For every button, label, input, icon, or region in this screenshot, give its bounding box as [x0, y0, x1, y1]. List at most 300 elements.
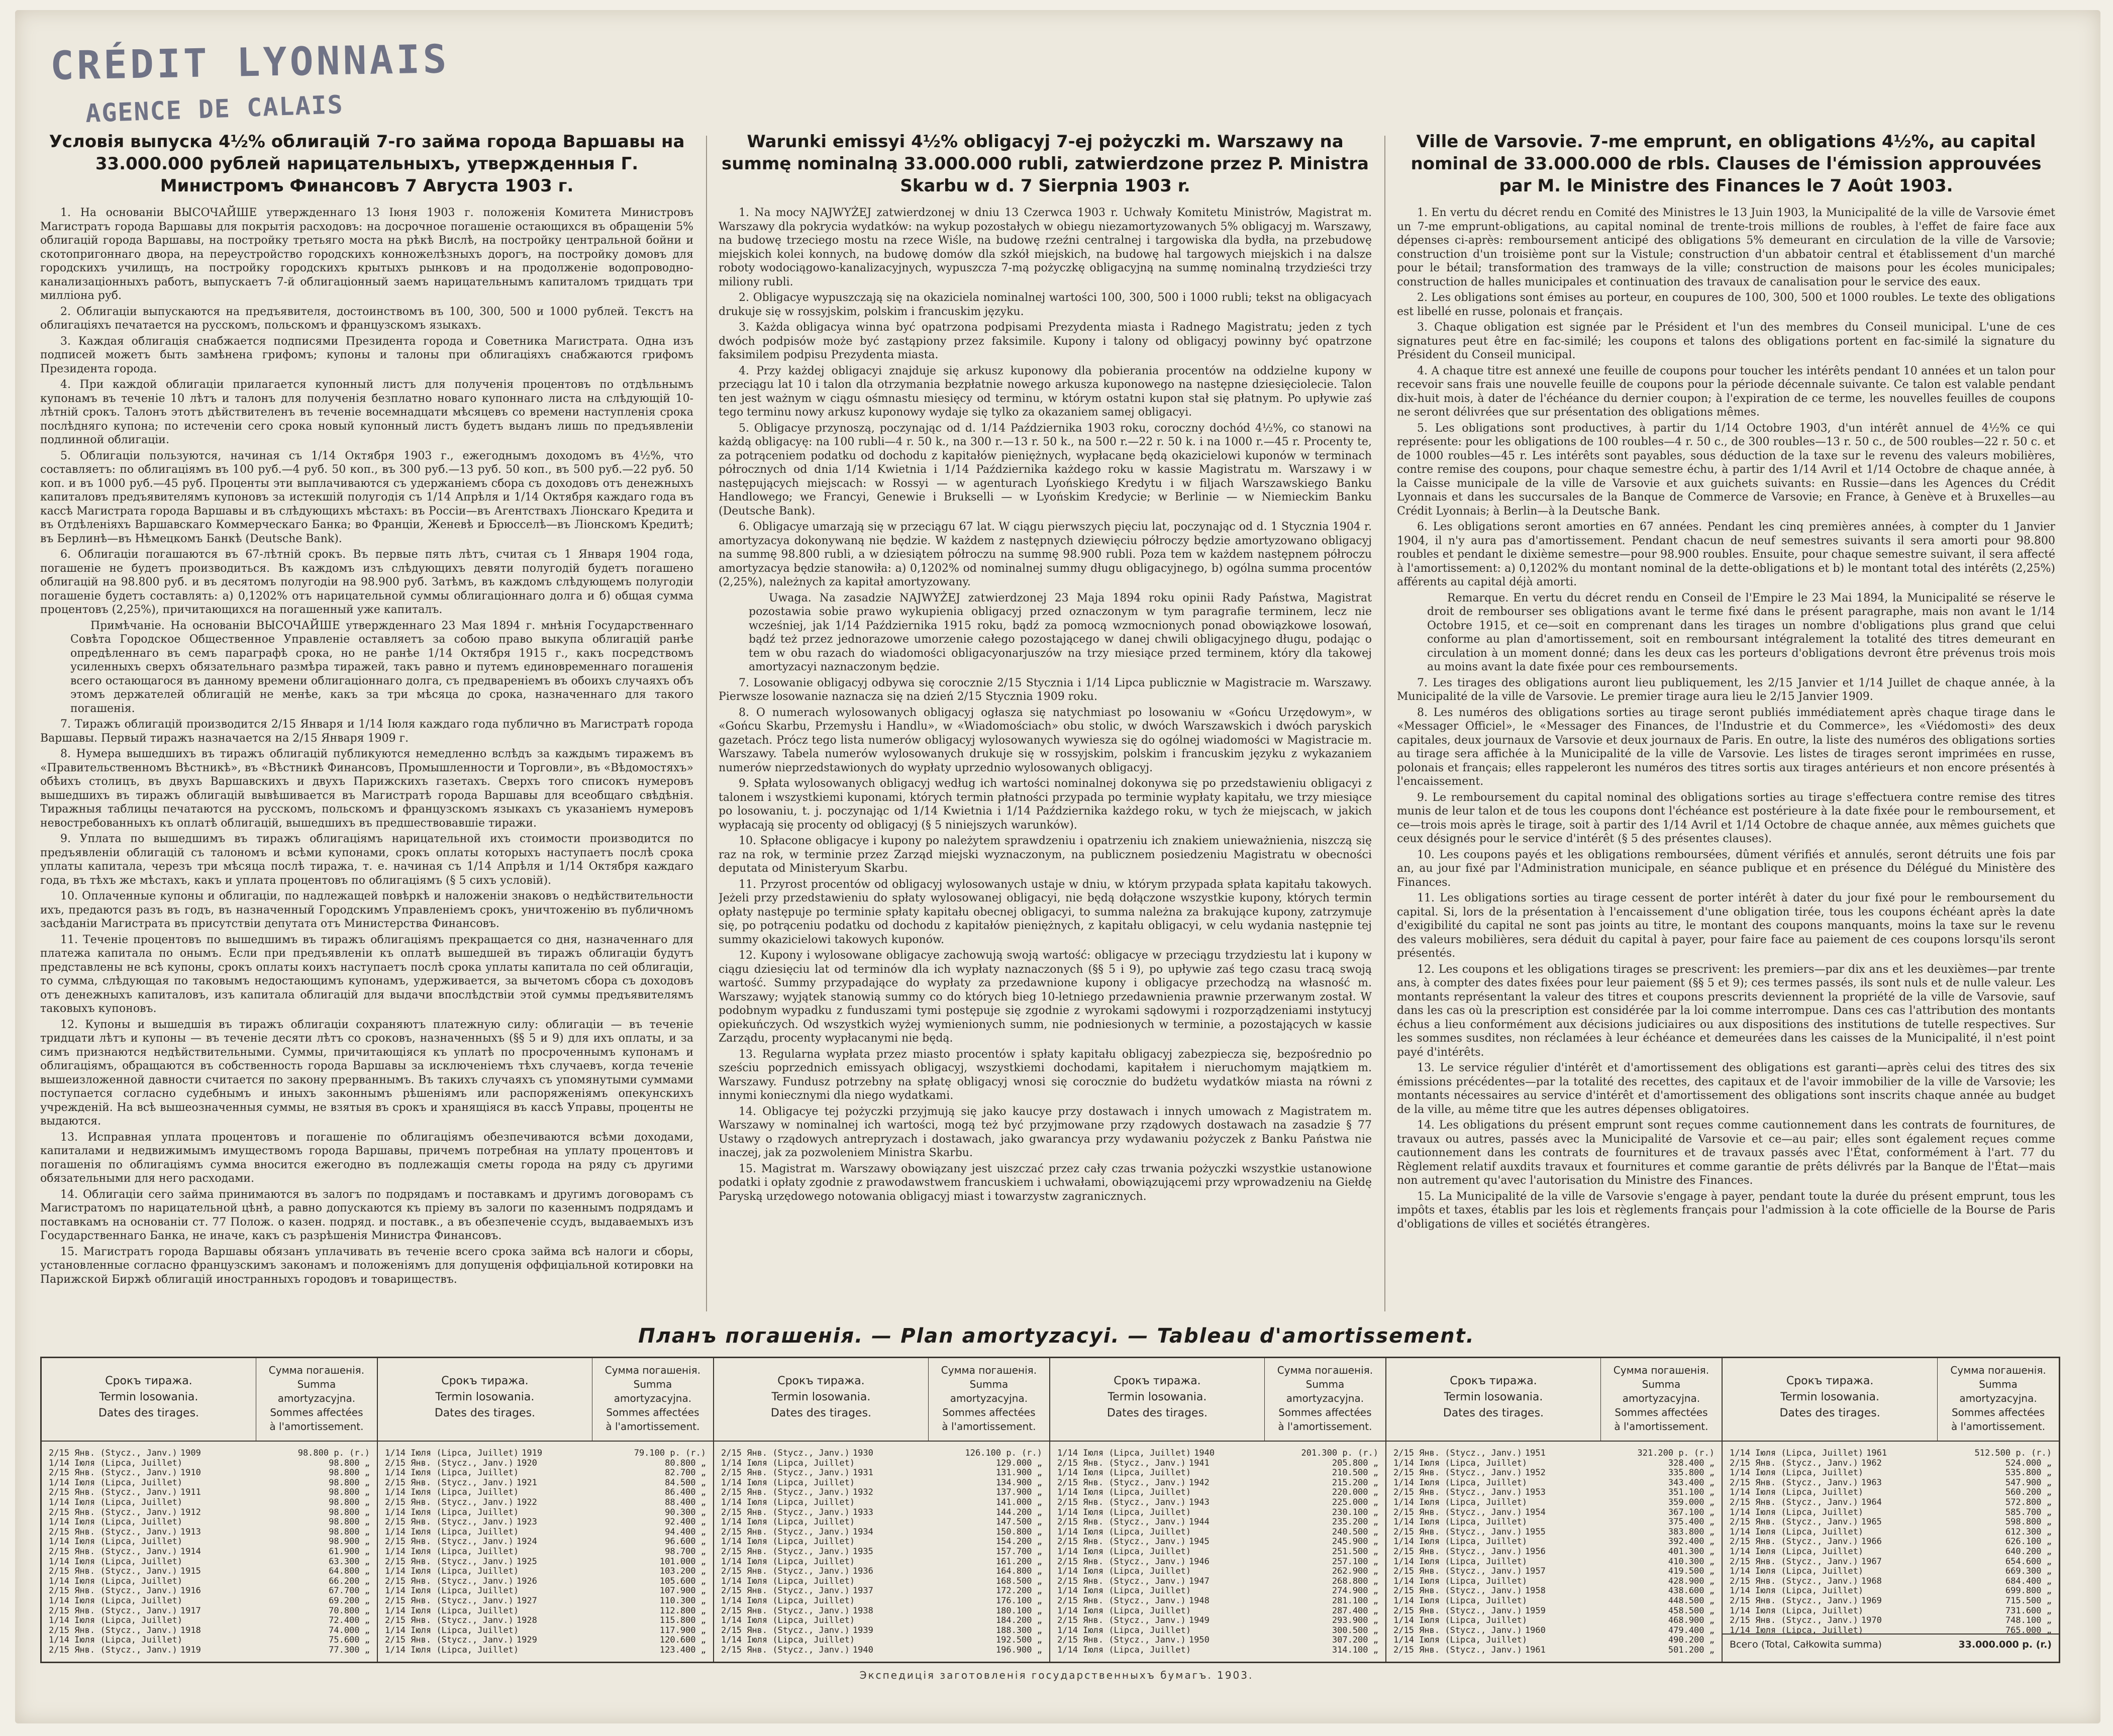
- draw-date: [1393, 1517, 1530, 1527]
- amortization-sum: 335.800 „: [1668, 1468, 1715, 1478]
- draw-year: 1950: [1188, 1635, 1210, 1646]
- draw-date: [385, 1517, 537, 1527]
- amortization-row: [42, 1517, 377, 1527]
- amortization-row: [1050, 1626, 1385, 1636]
- amortization-row: [1050, 1557, 1385, 1567]
- draw-year: 1947: [1188, 1576, 1210, 1586]
- amortization-sum: 110.300 „: [659, 1595, 706, 1606]
- terms-paragraph: 7. Losowanie obligacyj odbywa się corocznie 2/15 Stycznia i 1/14 Lipca publicznie w Magistracie m. Warszawy. Pierwsze losowanie naznacza się na dzień 2/15 Stycznia 1909 roku.: [719, 676, 1372, 703]
- amortization-sum: 572.800 „: [2005, 1497, 2052, 1507]
- amortization-row: [1723, 1577, 2059, 1587]
- header-line: à l'amortissement.: [1951, 1420, 2046, 1433]
- draw-year: 1961: [1525, 1645, 1546, 1655]
- draw-year: 1969: [1861, 1595, 1882, 1606]
- terms-paragraph: 9. Уплата по вышедшимъ въ тиражъ облигаціямъ нарицательной ихъ стоимости производится по предъявленіи облигацій съ талономъ и всѣми купонами, срокъ оплаты которыхъ наступаетъ послѣ срока уплаты капитала, черезъ три мѣсяца послѣ тиража, т. е. начиная съ 1/14 Апрѣля и 1/14 Октября каждаго года, въ тѣхъ же мѣстахъ, какъ и уплата процентовъ по облигаціямъ (§ 5 сихъ условій).: [40, 833, 693, 887]
- amortization-row: [378, 1577, 713, 1587]
- draw-date-label: 1/14 Іюля (Lipca, Juillet): [49, 1615, 183, 1626]
- draw-year: 1968: [1861, 1576, 1882, 1586]
- draw-date-label: 1/14 Іюля (Lipca, Juillet): [721, 1556, 855, 1567]
- draw-date-label: 1/14 Іюля (Lipca, Juillet): [1730, 1448, 1864, 1458]
- draw-date: [49, 1537, 185, 1547]
- draw-year: 1945: [1188, 1537, 1210, 1547]
- amortization-row: [1723, 1616, 2059, 1626]
- amortization-sum: 699.800 „: [2005, 1586, 2052, 1596]
- amortization-row: [1050, 1596, 1385, 1606]
- draw-date-label: 2/15 Янв. (Stycz., Janv.): [721, 1546, 850, 1557]
- amortization-row: [378, 1517, 713, 1527]
- draw-date-label: 2/15 Янв. (Stycz., Janv.): [1393, 1507, 1522, 1517]
- draw-date: [1393, 1508, 1546, 1518]
- draw-year: 1927: [516, 1595, 537, 1606]
- draw-date-label: 2/15 Янв. (Stycz., Janv.): [1393, 1448, 1522, 1458]
- draw-date: [721, 1449, 873, 1459]
- amortization-row: [378, 1646, 713, 1656]
- draw-date: [385, 1586, 522, 1596]
- draw-date-label: 2/15 Янв. (Stycz., Janv.): [1393, 1487, 1522, 1498]
- russian-terms-title: Условія выпуска 4½% облигацій 7-го займа города Варшавы на 33.000.000 рублей нарицательныхъ, утвержденныя Г. Министромъ Финансовъ 7 Августа 1903 г.: [49, 132, 685, 196]
- draw-year: 1956: [1525, 1546, 1546, 1557]
- amortization-row: [714, 1596, 1049, 1606]
- amortization-sum: 392.400 „: [1668, 1537, 1715, 1547]
- draw-year: 1941: [1188, 1458, 1210, 1468]
- header-line: Dates des tirages.: [1443, 1407, 1544, 1419]
- draw-date: [385, 1577, 537, 1587]
- amortization-sum: 585.700 „: [2005, 1507, 2052, 1517]
- amortization-title: Планъ погашенія. — Plan amortyzacyi. — Tableau d'amortissement.: [638, 1324, 1475, 1348]
- draw-date: [721, 1488, 873, 1498]
- draw-year: 1933: [852, 1507, 873, 1517]
- amortization-row: [1050, 1508, 1385, 1518]
- draw-date: [721, 1616, 858, 1626]
- amortization-row: [1723, 1508, 2059, 1518]
- amortization-sum: 512.500 р. (r.): [1974, 1448, 2052, 1458]
- terms-paragraph: 9. Le remboursement du capital nominal des obligations sorties au tirage s'effectuera contre remise des titres munis de leur talon et de tous les coupons dont l'échéance est postérieure à la date fixée pour le remboursement, et ce—trois mois après le tirage, soit à partir des 1/14 Avril et 1/14 Octobre de chaque année, aux mêmes guichets que ceux désignés pour le service d'intérêt (§ 5 des présentes clauses).: [1397, 791, 2055, 845]
- amortization-sum: 748.100 „: [2005, 1615, 2052, 1626]
- draw-year: 1924: [516, 1537, 537, 1547]
- draw-date-label: 2/15 Янв. (Stycz., Janv.): [1393, 1526, 1522, 1537]
- draw-date-label: 1/14 Іюля (Lipca, Juillet): [49, 1458, 183, 1468]
- draw-date: [1057, 1517, 1210, 1527]
- amortization-sum: 103.200 „: [659, 1566, 706, 1577]
- sum-column-header: [929, 1358, 1049, 1446]
- amortization-sum: 560.200 „: [2005, 1487, 2052, 1498]
- amortization-sum: 98.700 „: [665, 1546, 706, 1557]
- sum-column-header: [592, 1358, 713, 1446]
- amortization-sum: 67.700 „: [329, 1586, 370, 1596]
- header-line: Sommes affectées: [1951, 1406, 2045, 1418]
- draw-year: 1915: [180, 1566, 201, 1577]
- amortization-sum: 293.900 „: [1332, 1615, 1378, 1626]
- header-line: Termin losowania.: [1108, 1391, 1207, 1403]
- amortization-row: [42, 1527, 377, 1538]
- draw-date: [49, 1488, 201, 1498]
- amortization-sum: 117.900 „: [659, 1625, 706, 1636]
- amortization-row: [378, 1468, 713, 1478]
- draw-date: [1730, 1498, 1882, 1508]
- draw-date: [1393, 1468, 1546, 1478]
- amortization-sum: 343.400 „: [1668, 1477, 1715, 1488]
- draw-date: [1057, 1577, 1210, 1587]
- draw-date-label: 1/14 Іюля (Lipca, Juillet): [385, 1566, 519, 1577]
- amortization-sum: 107.900 „: [659, 1586, 706, 1596]
- header-line: Sommes affectées: [1278, 1406, 1372, 1418]
- header-line: amortyzacyjna.: [277, 1392, 356, 1404]
- amortization-sum: 98.800 р. (r.): [297, 1448, 370, 1458]
- draw-date: [1393, 1547, 1546, 1557]
- draw-date-label: 2/15 Янв. (Stycz., Janv.): [1057, 1595, 1186, 1606]
- draw-date-label: 1/14 Іюля (Lipca, Juillet): [385, 1645, 519, 1655]
- draw-date: [721, 1567, 873, 1577]
- amortization-row: [714, 1449, 1049, 1459]
- draw-date: [1730, 1527, 1866, 1538]
- amortization-row: [1386, 1586, 1722, 1596]
- amortization-sum: 274.900 „: [1332, 1586, 1378, 1596]
- terms-paragraph: 1. На основаніи ВЫСОЧАЙШЕ утвержденнаго 13 Іюня 1903 г. положенія Комитета Министровъ Магистратъ города Варшавы для покрытія расходовъ: на досрочное погашеніе остающихся въ обращеніи 5% облигацій города Варшавы, на постройку третьяго моста на рѣкѣ Вислѣ, на постройку центральной бойни и скотопригоннаго двора, на переустройство городскихъ конножелѣзныхъ дорогъ, на постройку домовъ для городскихъ училищъ, на постройку городскихъ крытыхъ рынковъ и на продолженіе водопроводно-канализаціонныхъ работъ, выпускаетъ 7-й облигаціонный заемъ нарицательнымъ капиталомъ тридцать три милліона руб.: [40, 207, 693, 302]
- amortization-row: [1723, 1537, 2059, 1547]
- terms-paragraph: 4. При каждой облигаціи прилагается купонный листъ для полученія процентовъ по отдѣльнымъ купонамъ въ теченіе 10 лѣтъ и талонъ для полученія безплатно новаго купоннаго листа на слѣдующій 10-лѣтній срокъ. Талонъ этотъ дѣйствителенъ въ теченіе восемнадцати мѣсяцевъ со времени наступленія срока послѣдняго купона; по истеченіи сего срока новый купонный листъ будетъ выданъ лишь по предъявленіи подлинной облигаціи.: [40, 378, 693, 446]
- amortization-sum: 535.800 „: [2005, 1468, 2052, 1478]
- amortization-sum: 715.500 „: [2005, 1595, 2052, 1606]
- draw-date-label: 2/15 Янв. (Stycz., Janv.): [721, 1586, 850, 1596]
- amortization-row: [378, 1459, 713, 1469]
- terms-paragraph: 6. Obligacye umarzają się w przeciągu 67 lat. W ciągu pierwszych pięciu lat, poczynając od d. 1 Stycznia 1904 r. amortyzacya dokonywaną nie będzie. W każdem z następnych dziewięciu półroczy będzie amortyzowano obligacyj na summę 98.800 rubli, a w dziesiątem półroczu na summę 98.900 rubli. Poza tem w każdem następnem półroczu amortyzacya będzie stanowiła: a) 0,1202% od nominalnej summy długu obligacyjnego, b) ogólna summa procentów (2,25%), należnych za kapitał amortyzowany.: [719, 521, 1372, 588]
- draw-date: [49, 1557, 185, 1567]
- amortization-row: [378, 1596, 713, 1606]
- draw-date-label: 1/14 Іюля (Lipca, Juillet): [1393, 1477, 1528, 1488]
- amortization-block: [378, 1358, 714, 1662]
- draw-year: 1936: [852, 1566, 873, 1577]
- draw-date: [1730, 1586, 1866, 1596]
- amortization-sum: 626.100 „: [2005, 1537, 2052, 1547]
- amortization-header: [42, 1358, 377, 1442]
- draw-date-label: 1/14 Іюля (Lipca, Juillet): [1393, 1537, 1528, 1547]
- amortization-sum: 154.200 „: [995, 1537, 1042, 1547]
- french-terms-body: [1397, 206, 2055, 1231]
- draw-date: [721, 1596, 858, 1606]
- amortization-sum: 468.900 „: [1668, 1615, 1715, 1626]
- header-line: Termin losowania.: [99, 1391, 198, 1403]
- draw-date: [385, 1478, 537, 1488]
- amortization-block: [1386, 1358, 1723, 1662]
- header-line: à l'amortissement.: [1614, 1420, 1708, 1433]
- draw-date: [49, 1527, 201, 1538]
- header-line: Сумма погашенія.: [1950, 1364, 2046, 1376]
- amortization-sum: 524.000 „: [2005, 1458, 2052, 1468]
- amortization-sum: 75.600 „: [329, 1635, 370, 1646]
- draw-date-label: 2/15 Янв. (Stycz., Janv.): [721, 1566, 850, 1577]
- draw-date-label: 1/14 Іюля (Lipca, Juillet): [721, 1497, 855, 1507]
- draw-date: [1730, 1577, 1882, 1587]
- draw-date: [49, 1508, 201, 1518]
- amortization-sum: 172.200 „: [995, 1586, 1042, 1596]
- amortization-sum: 69.200 „: [329, 1595, 370, 1606]
- terms-paragraph: 7. Les tirages des obligations auront lieu publiquement, les 2/15 Janvier et 1/14 Juillet de chaque année, à la Municipalité de la ville de Varsovie. Le premier tirage aura lieu le 2/15 Janvier 1909.: [1397, 676, 2055, 703]
- draw-date: [49, 1577, 185, 1587]
- draw-date: [1730, 1449, 1887, 1459]
- draw-date: [1057, 1646, 1194, 1656]
- amortization-sum: 410.300 „: [1668, 1556, 1715, 1567]
- draw-date-label: 2/15 Янв. (Stycz., Janv.): [1730, 1576, 1858, 1586]
- amortization-row: [1723, 1527, 2059, 1538]
- terms-paragraph: 3. Każda obligacya winna być opatrzona podpisami Prezydenta miasta i Radnego Magistratu; jeden z tych dwóch podpisów może być zastąpiony przez faksimile. Kupony i talony od obligacyj powinny być opatrzone faksimilem podpisu Prezydenta miasta.: [719, 321, 1372, 361]
- draw-date: [49, 1586, 201, 1596]
- draw-date: [1393, 1616, 1530, 1626]
- draw-date-label: 2/15 Янв. (Stycz., Janv.): [49, 1526, 177, 1537]
- draw-date-label: 1/14 Іюля (Lipca, Juillet): [1057, 1566, 1191, 1577]
- draw-date: [721, 1606, 873, 1616]
- draw-year: 1919: [522, 1448, 543, 1458]
- header-line: Срокъ тиража.: [105, 1375, 192, 1387]
- draw-date-label: 2/15 Янв. (Stycz., Janv.): [385, 1458, 514, 1468]
- draw-date: [1057, 1547, 1194, 1557]
- draw-year: 1920: [516, 1458, 537, 1468]
- amortization-sum: 281.100 „: [1332, 1595, 1378, 1606]
- amortization-sum: 98.900 „: [329, 1537, 370, 1547]
- draw-date-label: 1/14 Іюля (Lipca, Juillet): [1057, 1586, 1191, 1596]
- amortization-row: [1386, 1547, 1722, 1557]
- draw-date-label: 1/14 Іюля (Lipca, Juillet): [1730, 1586, 1864, 1596]
- terms-paragraph: 14. Les obligations du présent emprunt sont reçues comme cautionnement dans les contrats de fournitures, de travaux ou autres, passés avec la Municipalité de Varsovie et ce—au pair; elles sont également reçues comme cautionnement dans les contrats de fournitures et de travaux passés avec l'État, conformément à l'art. 77 du Règlement relatif auxdits travaux et fournitures et comme garantie de prêts délivrés par la Banque de l'État—mais non autrement qu'avec l'autorisation du Ministre des Finances.: [1397, 1119, 2055, 1187]
- draw-date-label: 1/14 Іюля (Lipca, Juillet): [385, 1625, 519, 1636]
- amortization-sum: 669.300 „: [2005, 1566, 2052, 1577]
- amortization-sum: 123.400 „: [659, 1645, 706, 1655]
- draw-date: [49, 1459, 185, 1469]
- draw-date-label: 2/15 Янв. (Stycz., Janv.): [49, 1507, 177, 1517]
- amortization-sum: 240.500 „: [1332, 1526, 1378, 1537]
- draw-date-label: 1/14 Іюля (Lipca, Juillet): [721, 1615, 855, 1626]
- draw-year: 1965: [1861, 1517, 1882, 1527]
- terms-paragraph: Uwaga. Na zasadzie NAJWYŻEJ zatwierdzonej 23 Maja 1894 roku opinii Rady Państwa, Magistrat pozostawia sobie prawo wykupienia obligacyj przed oznaczonym w tym paragrafie terminem, lecz nie wcześniej, jak 1/14 Października 1915 roku, bądź za pomocą wzmocnionych ponad obowiązkowe losowań, bądź też przez jednorazowe umorzenie całego pozostającego w danej chwili obligacyjnego długu, podając o tem w obu razach do wiadomości obligacyonarjuszów na trzy miesiące przed terminem, który dla takowej amortyzacyi naznaczonym będzie.: [749, 591, 1372, 673]
- draw-date: [1730, 1606, 1866, 1616]
- draw-year: 1967: [1861, 1556, 1882, 1567]
- header-line: Срокъ тиража.: [1114, 1375, 1201, 1387]
- amortization-row: [1050, 1449, 1385, 1459]
- draw-date: [1730, 1596, 1882, 1606]
- draw-date-label: 2/15 Янв. (Stycz., Janv.): [1730, 1458, 1858, 1468]
- amortization-sum: 98.800 „: [329, 1468, 370, 1478]
- amortization-row: [378, 1567, 713, 1577]
- draw-date: [1730, 1478, 1882, 1488]
- draw-date-label: 2/15 Янв. (Stycz., Janv.): [1057, 1556, 1186, 1567]
- draw-date: [721, 1586, 873, 1596]
- header-line: à l'amortissement.: [269, 1420, 364, 1433]
- draw-date: [1057, 1478, 1210, 1488]
- amortization-row: [378, 1478, 713, 1488]
- amortization-row: [1050, 1636, 1385, 1646]
- terms-paragraph: 8. O numerach wylosowanych obligacyj ogłasza się natychmiast po losowaniu w «Gońcu Urzędowym», w «Gońcu Skarbu, Przemysłu i Handlu», w «Wiadomościach» obu stolic, w dwóch Warszawskich i dwóch paryskich gazetach. Prócz tego lista numerów obligacyj wylosowanych wywiesza się do ogólnej wiadomości w Magistracie m. Warszawy. Tabela numerów wylosowanych drukuje się w rossyjskim, polskim i francuskim języku z wykazaniem numerów nieprzedstawionych do wypłaty uprzednio wylosowanych obligacyj.: [719, 706, 1372, 774]
- amortization-sum: 684.400 „: [2005, 1576, 2052, 1586]
- draw-date-label: 2/15 Янв. (Stycz., Janv.): [721, 1487, 850, 1498]
- amortization-sum: 490.200 „: [1668, 1635, 1715, 1646]
- amortization-sum: 765.000 „: [2005, 1625, 2052, 1636]
- amortization-row: [1386, 1537, 1722, 1547]
- draw-date: [1057, 1449, 1215, 1459]
- draw-date-label: 2/15 Янв. (Stycz., Janv.): [1057, 1477, 1186, 1488]
- header-line: Срокъ тиража.: [1786, 1375, 1874, 1387]
- header-line: Dates des tirages.: [770, 1407, 872, 1419]
- draw-date-label: 2/15 Янв. (Stycz., Janv.): [385, 1556, 514, 1567]
- amortization-sum: 598.800 „: [2005, 1517, 2052, 1527]
- draw-date: [1393, 1606, 1546, 1616]
- amortization-row: [378, 1537, 713, 1547]
- draw-date-label: 1/14 Іюля (Lipca, Juillet): [49, 1556, 183, 1567]
- amortization-row: [1386, 1488, 1722, 1498]
- header-line: Summa: [1305, 1378, 1345, 1390]
- draw-date-label: 2/15 Янв. (Stycz., Janv.): [1393, 1586, 1522, 1596]
- date-column-header: [714, 1358, 929, 1441]
- draw-year: 1909: [180, 1448, 201, 1458]
- amortization-row: [1050, 1537, 1385, 1547]
- amortization-row: [378, 1508, 713, 1518]
- amortization-sum: 157.700 „: [995, 1546, 1042, 1557]
- draw-year: 1916: [180, 1586, 201, 1596]
- french-terms-column: [1397, 131, 2055, 1316]
- draw-date: [385, 1636, 537, 1646]
- draw-date-label: 1/14 Іюля (Lipca, Juillet): [1057, 1507, 1191, 1517]
- draw-date: [1057, 1567, 1194, 1577]
- amortization-row: [1050, 1606, 1385, 1616]
- draw-date: [721, 1459, 858, 1469]
- draw-year: 1964: [1861, 1497, 1882, 1507]
- draw-date-label: 2/15 Янв. (Stycz., Janv.): [1393, 1546, 1522, 1557]
- draw-date: [385, 1646, 522, 1656]
- header-line: Sommes affectées: [942, 1406, 1036, 1418]
- draw-date-label: 1/14 Іюля (Lipca, Juillet): [385, 1546, 519, 1557]
- draw-date-label: 2/15 Янв. (Stycz., Janv.): [49, 1625, 177, 1636]
- amortization-sum: 96.600 „: [665, 1537, 706, 1547]
- draw-date: [49, 1498, 185, 1508]
- terms-paragraph: 2. Les obligations sont émises au porteur, en coupures de 100, 300, 500 et 1000 roubles. Le texte des obligations est libellé en russe, polonais et français.: [1397, 291, 2055, 318]
- header-line: Termin losowania.: [1780, 1391, 1880, 1403]
- amortization-rows: [1723, 1449, 2059, 1636]
- amortization-row: [1386, 1517, 1722, 1527]
- draw-date: [49, 1468, 201, 1478]
- draw-year: 1917: [180, 1605, 201, 1616]
- draw-year: 1935: [852, 1546, 873, 1557]
- amortization-row: [1723, 1517, 2059, 1527]
- amortization-sum: 63.300 „: [329, 1556, 370, 1567]
- terms-paragraph: 11. Przyrost procentów od obligacyj wylosowanych ustaje w dniu, w którym przypada spłata kapitału takowych. Jeżeli przy przedstawieniu do spłaty wylosowanej obligacyi, nie będą dołączone wszystkie kupony, których termin opłaty następuje po terminie spłaty kapitału obecnej obligacyi, to summa należna za brakujące kupony, zatrzymuje się, po potrąceniu podatku od dochodu z kapitałów pieniężnych, z kapitału obligacyi, w celu wydania następnie tej summy okazicielowi takowych kuponów.: [719, 878, 1372, 946]
- amortization-row: [714, 1527, 1049, 1538]
- amortization-sum: 235.200 „: [1332, 1517, 1378, 1527]
- draw-date: [1057, 1596, 1210, 1606]
- amortization-sum: 184.200 „: [995, 1615, 1042, 1626]
- amortization-sum: 82.700 „: [665, 1468, 706, 1478]
- amortization-sum: 731.600 „: [2005, 1605, 2052, 1616]
- draw-date-label: 2/15 Янв. (Stycz., Janv.): [721, 1645, 850, 1655]
- amortization-row: [1723, 1468, 2059, 1478]
- amortization-row: [1050, 1468, 1385, 1478]
- draw-date: [385, 1527, 522, 1538]
- draw-year: 1944: [1188, 1517, 1210, 1527]
- draw-date-label: 2/15 Янв. (Stycz., Janv.): [49, 1468, 177, 1478]
- draw-year: 1921: [516, 1477, 537, 1488]
- draw-date-label: 2/15 Янв. (Stycz., Janv.): [1730, 1556, 1858, 1567]
- amortization-sum: 205.800 „: [1332, 1458, 1378, 1468]
- amortization-sum: 98.800 „: [329, 1517, 370, 1527]
- amortization-row: [378, 1547, 713, 1557]
- amortization-sum: 98.800 „: [329, 1458, 370, 1468]
- polish-terms-column: [719, 131, 1372, 1316]
- draw-year: 1914: [180, 1546, 201, 1557]
- draw-date-label: 1/14 Іюля (Lipca, Juillet): [1730, 1487, 1864, 1498]
- draw-date-label: 2/15 Янв. (Stycz., Janv.): [1057, 1635, 1186, 1646]
- amortization-block: [1723, 1358, 2059, 1662]
- draw-date-label: 1/14 Іюля (Lipca, Juillet): [1730, 1546, 1864, 1557]
- draw-year: 1966: [1861, 1537, 1882, 1547]
- amortization-row: [378, 1606, 713, 1616]
- draw-date: [721, 1636, 858, 1646]
- amortization-sum: 328.400 „: [1668, 1458, 1715, 1468]
- header-line: Dates des tirages.: [1106, 1407, 1208, 1419]
- header-line: Summa: [633, 1378, 672, 1390]
- amortization-sum: 98.800 „: [329, 1487, 370, 1498]
- amortization-block: [42, 1358, 378, 1662]
- draw-date: [1730, 1517, 1882, 1527]
- amortization-header: [714, 1358, 1049, 1442]
- amortization-sum: 84.500 „: [665, 1477, 706, 1488]
- amortization-sum: 129.000 „: [995, 1458, 1042, 1468]
- terms-paragraph: 3. Каждая облигація снабжается подписями Президента города и Советника Магистрата. Одна изъ подписей можетъ быть замѣнена грифомъ; купоны и талоны при облигаціяхъ снабжаются грифомъ Президента города.: [40, 335, 693, 375]
- draw-year: 1946: [1188, 1556, 1210, 1567]
- draw-year: 1962: [1861, 1458, 1882, 1468]
- draw-date: [1057, 1527, 1194, 1538]
- amortization-row: [42, 1596, 377, 1606]
- draw-date-label: 2/15 Янв. (Stycz., Janv.): [1057, 1576, 1186, 1586]
- amortization-sum: 131.900 „: [995, 1468, 1042, 1478]
- sum-column-header: [256, 1358, 377, 1446]
- terms-paragraph: 4. Przy każdej obligacyi znajduje się arkusz kuponowy dla pobierania procentów na oddzielne kupony w przeciągu lat 10 i talon dla otrzymania bezpłatnie nowego arkusza kuponowego na następne dziesięciolecie. Talon ten jest ważnym w ciągu ośmnastu miesięcy od terminu, w którym ostatni kupon stał się płatnym. Po upływie zaś tego terminu nowy arkusz kuponowy wydaje się tylko za okazaniem samej obligacyi.: [719, 364, 1372, 419]
- draw-date: [1057, 1626, 1194, 1636]
- terms-paragraph: 9. Spłata wylosowanych obligacyj według ich wartości nominalnej dokonywa się po przedstawieniu obligacyi z talonem i wszystkiemi kuponami, których termin płatności przypada po terminie wypłaty kapitału, we trzy miesiące po losowaniu, t. j. poczynając od 1/14 Kwietnia i 1/14 Października każdego roku, w tych że miejscach, w jakich wypłacają się procenty od obligacyj (§ 5 niniejszych warunków).: [719, 777, 1372, 832]
- terms-paragraph: 11. Теченіе процентовъ по вышедшимъ въ тиражъ облигаціямъ прекращается со дня, назначеннаго для платежа капитала по онымъ. Если при предъявленіи къ оплатѣ вышедшей въ тиражъ облигаціи будутъ представлены не всѣ купоны, срокъ оплаты коихъ наступаетъ послѣ срока уплаты капитала по сей облигаціи, то сумма, слѣдующая по таковымъ недостающимъ купонамъ, удерживается, за вычетомъ сбора съ доходовъ отъ денежныхъ капиталовъ, изъ капитала облигацій для выдачи впослѣдствіи этой суммы предъявителямъ таковыхъ купоновъ.: [40, 933, 693, 1015]
- draw-date-label: 1/14 Іюля (Lipca, Juillet): [721, 1537, 855, 1547]
- terms-paragraph: 2. Облигаціи выпускаются на предъявителя, достоинствомъ въ 100, 300, 500 и 1000 рублей. Текстъ на облигаціяхъ печатается на русскомъ, польскомъ и французскомъ языкахъ.: [40, 305, 693, 332]
- amortization-row: [1050, 1517, 1385, 1527]
- amortization-table: [40, 1357, 2060, 1663]
- draw-date-label: 2/15 Янв. (Stycz., Janv.): [721, 1507, 850, 1517]
- draw-date-label: 1/14 Іюля (Lipca, Juillet): [721, 1458, 855, 1468]
- draw-date: [721, 1517, 858, 1527]
- amortization-row: [1386, 1449, 1722, 1459]
- date-column-header: [42, 1358, 256, 1441]
- draw-date: [385, 1567, 522, 1577]
- amortization-row: [1386, 1468, 1722, 1478]
- header-line: Сумма погашенія.: [605, 1364, 701, 1376]
- draw-date: [1393, 1596, 1530, 1606]
- draw-year: 1912: [180, 1507, 201, 1517]
- amortization-rows: [714, 1449, 1049, 1655]
- draw-date-label: 1/14 Іюля (Lipca, Juillet): [49, 1517, 183, 1527]
- amortization-row: [1050, 1498, 1385, 1508]
- draw-date-label: 1/14 Іюля (Lipca, Juillet): [1393, 1458, 1528, 1468]
- draw-year: 1940: [852, 1645, 873, 1655]
- draw-date: [1057, 1606, 1194, 1616]
- amortization-sum: 150.800 „: [995, 1526, 1042, 1537]
- draw-date-label: 2/15 Янв. (Stycz., Janv.): [49, 1448, 177, 1458]
- amortization-row: [1386, 1626, 1722, 1636]
- amortization-row: [42, 1488, 377, 1498]
- draw-date-label: 2/15 Янв. (Stycz., Janv.): [385, 1576, 514, 1586]
- amortization-row: [378, 1557, 713, 1567]
- draw-date-label: 2/15 Янв. (Stycz., Janv.): [49, 1586, 177, 1596]
- amortization-row: [1050, 1567, 1385, 1577]
- draw-year: 1910: [180, 1468, 201, 1478]
- amortization-row: [714, 1646, 1049, 1656]
- amortization-row: [378, 1626, 713, 1636]
- draw-date-label: 1/14 Іюля (Lipca, Juillet): [49, 1477, 183, 1488]
- terms-paragraph: 15. Magistrat m. Warszawy obowiązany jest uiszczać przez cały czas trwania pożyczki wszystkie ustanowione podatki i opłaty zgodnie z prawodawstwem francuskiem i uchwałami, obowiązującemi przy wprowadzeniu na Giełdę Paryską urzędowego notowania obligacyj miast i towarzystw zagranicznych.: [719, 1162, 1372, 1203]
